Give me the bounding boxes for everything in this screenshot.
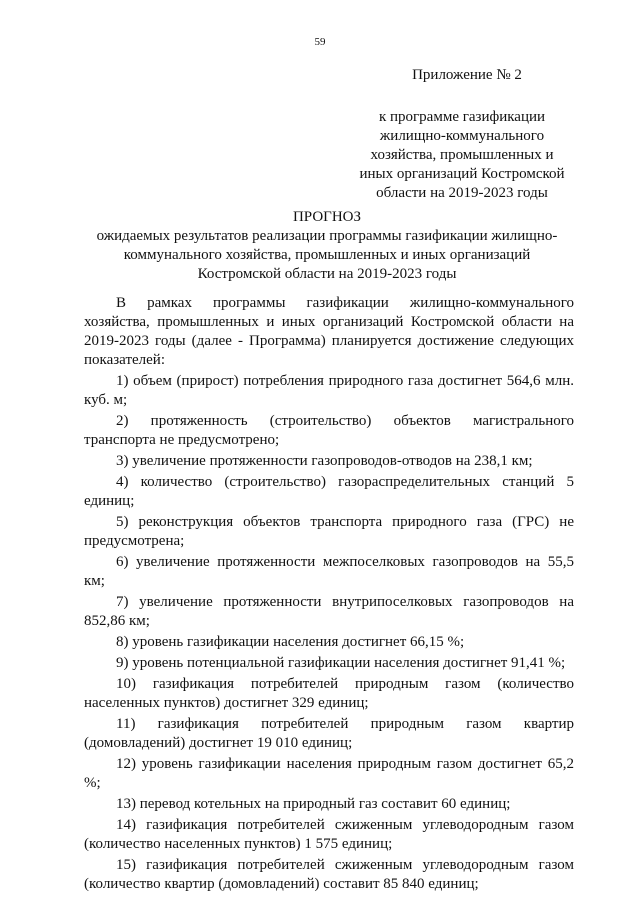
list-item: 3) увеличение протяженности газопроводов-отводов на 238,1 км;	[116, 453, 533, 469]
document-heading-line: Костромской области на 2019-2023 годы	[197, 266, 457, 282]
list-item: 6) увеличение протяженности межпоселковых газопроводов на 55,5 км;	[84, 554, 574, 589]
appendix-subtitle-line: области на 2019-2023 годы	[376, 185, 548, 201]
page-number: 59	[314, 36, 326, 48]
list-item: 1) объем (прирост) потребления природного газа достигнет 564,6 млн. куб. м;	[84, 373, 574, 408]
list-item: 15) газификация потребителей сжиженным углеводородным газом (количество квартир (домовладений) составит 85 840 единиц;	[84, 857, 574, 892]
list-item: 4) количество (строительство) газораспределительных станций 5 единиц;	[84, 474, 574, 509]
appendix-subtitle-line: жилищно-коммунального	[379, 128, 545, 144]
list-item: 13) перевод котельных на природный газ составит 60 единиц;	[116, 796, 511, 812]
list-item: 11) газификация потребителей природным газом квартир (домовладений) достигнет 19 010 единиц;	[84, 716, 574, 751]
appendix-subtitle-line: иных организаций Костромской	[359, 166, 565, 182]
document-heading-line: коммунального хозяйства, промышленных и иных организаций	[123, 247, 531, 263]
list-item: 7) увеличение протяженности внутрипоселковых газопроводов на 852,86 км;	[84, 594, 574, 629]
list-item: 5) реконструкция объектов транспорта природного газа (ГРС) не предусмотрена;	[84, 514, 574, 549]
intro-paragraph: В рамках программы газификации жилищно-коммунального хозяйства, промышленных и иных организаций Костромской области на 2019-2023 годы (далее - Программа) планируется достижение следующих показателей:	[84, 295, 574, 368]
list-item: 14) газификация потребителей сжиженным углеводородным газом (количество населенных пунктов) 1 575 единиц;	[84, 817, 574, 852]
document-heading	[62, 208, 592, 284]
document-heading-line: ожидаемых результатов реализации программы газификации жилищно-	[96, 228, 558, 244]
appendix-subtitle-line: к программе газификации	[378, 109, 546, 125]
list-item: 10) газификация потребителей природным газом (количество населенных пунктов) достигнет 329 единиц;	[84, 676, 574, 711]
appendix-title: Приложение № 2	[412, 67, 522, 83]
list-item: 12) уровень газификации населения природным газом достигнет 65,2 %;	[84, 756, 574, 791]
list-item: 2) протяженность (строительство) объектов магистрального транспорта не предусмотрено;	[84, 413, 574, 448]
document-title: ПРОГНОЗ	[292, 209, 362, 225]
list-item: 9) уровень потенциальной газификации населения достигнет 91,41 %;	[116, 655, 566, 671]
appendix-subtitle	[342, 108, 582, 203]
list-item: 8) уровень газификации населения достигнет 66,15 %;	[116, 634, 465, 650]
document-body	[84, 294, 574, 896]
appendix-subtitle-line: хозяйства, промышленных и	[370, 147, 554, 163]
